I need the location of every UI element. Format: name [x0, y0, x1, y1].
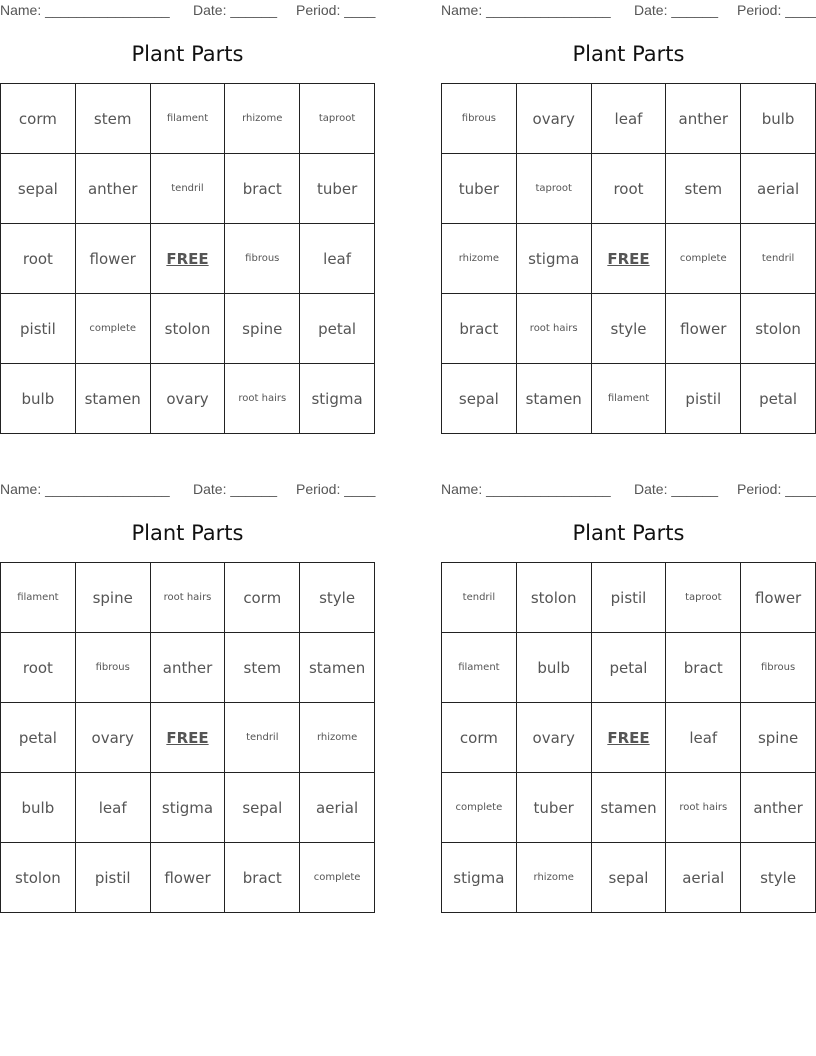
- bingo-cell: petal: [741, 364, 816, 434]
- name-field-label: Name: ________________: [0, 481, 170, 497]
- bingo-cell: stem: [225, 633, 300, 703]
- bingo-cell: flower: [741, 563, 816, 633]
- bingo-grid: [441, 83, 816, 434]
- bingo-grid: [441, 562, 816, 913]
- card-title: Plant Parts: [572, 521, 685, 545]
- bingo-cell: fibrous: [741, 633, 816, 703]
- bingo-cell: corm: [442, 703, 517, 773]
- free-space-cell: FREE: [151, 224, 226, 294]
- bingo-cell: stigma: [517, 224, 592, 294]
- bingo-cell: style: [300, 563, 375, 633]
- bingo-cell: tendril: [151, 154, 226, 224]
- bingo-cell: root hairs: [666, 773, 741, 843]
- bingo-cell: tendril: [741, 224, 816, 294]
- bingo-cell: ovary: [76, 703, 151, 773]
- free-space-cell: FREE: [151, 703, 226, 773]
- bingo-cell: sepal: [225, 773, 300, 843]
- bingo-cell: bract: [442, 294, 517, 364]
- bingo-cell: fibrous: [442, 84, 517, 154]
- bingo-cell: stigma: [442, 843, 517, 913]
- bingo-grid: [0, 562, 375, 913]
- bingo-cell: bract: [666, 633, 741, 703]
- bingo-cell: flower: [666, 294, 741, 364]
- bingo-cell: leaf: [76, 773, 151, 843]
- bingo-cell: style: [592, 294, 667, 364]
- bingo-cell: root: [592, 154, 667, 224]
- bingo-cell: rhizome: [300, 703, 375, 773]
- bingo-cell: tendril: [225, 703, 300, 773]
- bingo-cell: pistil: [666, 364, 741, 434]
- bingo-cell: stolon: [741, 294, 816, 364]
- bingo-cell: petal: [592, 633, 667, 703]
- bingo-cell: ovary: [517, 703, 592, 773]
- bingo-cell: bulb: [1, 364, 76, 434]
- period-field-label: Period: ____: [296, 2, 376, 18]
- date-field-label: Date: ______: [193, 2, 278, 18]
- bingo-cell: rhizome: [225, 84, 300, 154]
- bingo-cell: aerial: [666, 843, 741, 913]
- bingo-cell: sepal: [1, 154, 76, 224]
- bingo-cell: stolon: [1, 843, 76, 913]
- card-title: Plant Parts: [131, 42, 244, 66]
- card-title: Plant Parts: [572, 42, 685, 66]
- card-header: [0, 481, 375, 499]
- date-field-label: Date: ______: [634, 481, 719, 497]
- bingo-cell: rhizome: [517, 843, 592, 913]
- bingo-cell: stolon: [517, 563, 592, 633]
- bingo-cell: stolon: [151, 294, 226, 364]
- bingo-cell: anther: [151, 633, 226, 703]
- bingo-cell: stamen: [76, 364, 151, 434]
- bingo-cell: complete: [666, 224, 741, 294]
- period-field-label: Period: ____: [737, 481, 816, 497]
- bingo-cell: taproot: [517, 154, 592, 224]
- bingo-cell: filament: [1, 563, 76, 633]
- card-header: [0, 2, 375, 20]
- bingo-cell: aerial: [300, 773, 375, 843]
- bingo-cell: rhizome: [442, 224, 517, 294]
- bingo-cell: filament: [592, 364, 667, 434]
- bingo-cell: stamen: [592, 773, 667, 843]
- free-space-cell: FREE: [592, 703, 667, 773]
- bingo-cell: ovary: [517, 84, 592, 154]
- date-field-label: Date: ______: [634, 2, 719, 18]
- bingo-cell: spine: [76, 563, 151, 633]
- bingo-cell: ovary: [151, 364, 226, 434]
- bingo-cell: stigma: [300, 364, 375, 434]
- bingo-cell: tuber: [442, 154, 517, 224]
- name-field-label: Name: ________________: [441, 2, 611, 18]
- bingo-cell: anther: [76, 154, 151, 224]
- bingo-cell: flower: [76, 224, 151, 294]
- bingo-cell: stamen: [517, 364, 592, 434]
- bingo-cell: petal: [300, 294, 375, 364]
- bingo-cell: style: [741, 843, 816, 913]
- bingo-grid: [0, 83, 375, 434]
- bingo-cell: leaf: [592, 84, 667, 154]
- bingo-cell: root hairs: [517, 294, 592, 364]
- bingo-cell: corm: [225, 563, 300, 633]
- bingo-cell: fibrous: [225, 224, 300, 294]
- bingo-cell: stigma: [151, 773, 226, 843]
- bingo-cell: root: [1, 224, 76, 294]
- bingo-cell: pistil: [76, 843, 151, 913]
- bingo-cell: sepal: [592, 843, 667, 913]
- bingo-cell: tuber: [517, 773, 592, 843]
- period-field-label: Period: ____: [737, 2, 816, 18]
- bingo-cell: taproot: [300, 84, 375, 154]
- bingo-cell: spine: [741, 703, 816, 773]
- bingo-cell: stamen: [300, 633, 375, 703]
- bingo-cell: root hairs: [151, 563, 226, 633]
- date-field-label: Date: ______: [193, 481, 278, 497]
- bingo-cell: petal: [1, 703, 76, 773]
- period-field-label: Period: ____: [296, 481, 376, 497]
- name-field-label: Name: ________________: [441, 481, 611, 497]
- bingo-cell: bract: [225, 154, 300, 224]
- bingo-cell: stem: [76, 84, 151, 154]
- bingo-cell: pistil: [592, 563, 667, 633]
- free-space-cell: FREE: [592, 224, 667, 294]
- bingo-cell: aerial: [741, 154, 816, 224]
- name-field-label: Name: ________________: [0, 2, 170, 18]
- bingo-cell: corm: [1, 84, 76, 154]
- card-title: Plant Parts: [131, 521, 244, 545]
- bingo-cell: flower: [151, 843, 226, 913]
- bingo-cell: bulb: [1, 773, 76, 843]
- card-header: [441, 2, 816, 20]
- bingo-cell: taproot: [666, 563, 741, 633]
- bingo-cell: sepal: [442, 364, 517, 434]
- bingo-cell: spine: [225, 294, 300, 364]
- bingo-cell: stem: [666, 154, 741, 224]
- bingo-cell: bulb: [517, 633, 592, 703]
- bingo-cell: filament: [442, 633, 517, 703]
- bingo-cell: fibrous: [76, 633, 151, 703]
- card-header: [441, 481, 816, 499]
- bingo-cell: leaf: [300, 224, 375, 294]
- bingo-cell: root: [1, 633, 76, 703]
- bingo-cell: filament: [151, 84, 226, 154]
- bingo-cell: complete: [76, 294, 151, 364]
- bingo-cell: complete: [442, 773, 517, 843]
- bingo-cell: bract: [225, 843, 300, 913]
- bingo-cell: bulb: [741, 84, 816, 154]
- bingo-cell: tuber: [300, 154, 375, 224]
- bingo-cell: pistil: [1, 294, 76, 364]
- bingo-cell: root hairs: [225, 364, 300, 434]
- bingo-cell: anther: [741, 773, 816, 843]
- bingo-cell: leaf: [666, 703, 741, 773]
- bingo-cell: anther: [666, 84, 741, 154]
- bingo-cell: tendril: [442, 563, 517, 633]
- bingo-cell: complete: [300, 843, 375, 913]
